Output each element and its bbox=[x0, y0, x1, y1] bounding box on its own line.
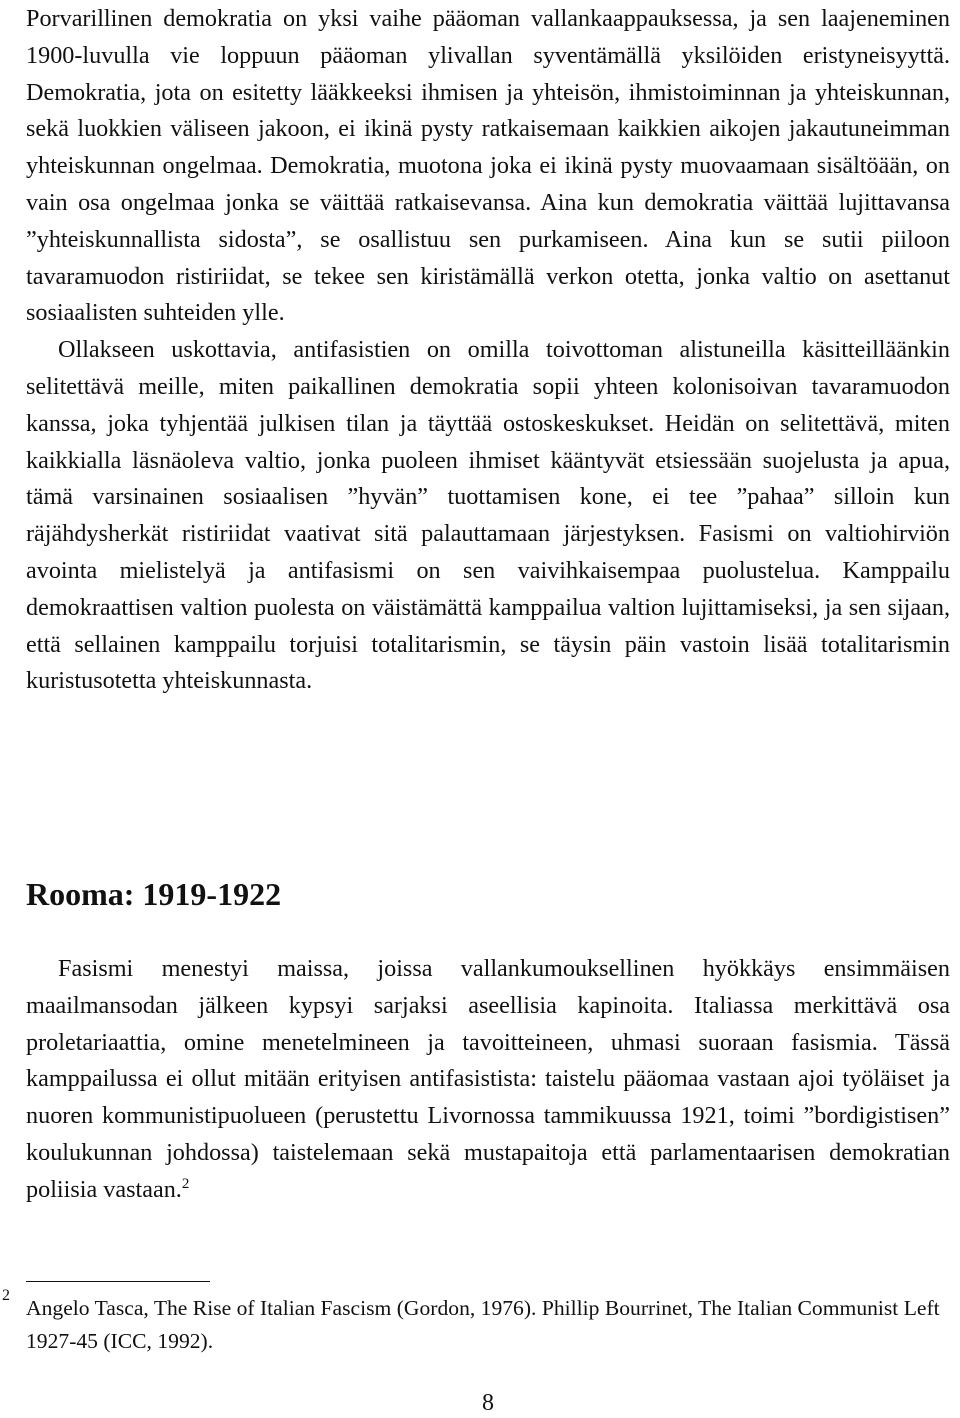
footnote-divider bbox=[26, 1281, 210, 1282]
document-page bbox=[2, 0, 950, 1418]
footnote-reference[interactable]: 2 bbox=[181, 1175, 190, 1192]
footnote-marker: 2 bbox=[2, 1287, 10, 1304]
section-heading: Rooma: 1919-1922 bbox=[26, 876, 282, 912]
paragraph-rome-text: Fasismi menestyi maissa, joissa vallankumouksellinen hyökkäys ensimmäisen maailmansodan jälkeen kypsyi sarjaksi aseellisia kapinoita. Italiassa merkittävä osa proletariaattia, omine menetelmineen ja tavoitteineen, uhmasi suoraan fasismia. Tässä kamppailussa ei ollut mitään erityisen antifasistista: taistelu pääomaa vastaan ajoi työläiset ja nuoren kommunistipuolueen (perustettu Livornossa tammikuussa 1921, toimi ”bordigistisen” koulukunnan johdossa) taistelemaan sekä mustapaitoja että parlamentaarisen demokratian poliisia vastaan. bbox=[26, 955, 950, 1203]
paragraph-democracy: Porvarillinen demokratia on yksi vaihe pääoman vallankaappauksessa, ja sen laajeneminen 1900-luvulla vie loppuun pääoman ylivallan syventämällä yksilöiden eristyneisyyttä. Demokratia, jota on esitetty lääkkeeksi ihmisen ja yhteisön, ihmistoiminnan ja yhteiskunnan, sekä luokkien väliseen jakoon, ei ikinä pysty ratkaisemaan kaikkien aikojen jakautuneimman yhteiskunnan ongelmaa. Demokratia, muotona joka ei ikinä pysty muovaamaan sisältöään, on vain osa ongelmaa jonka se väittää ratkaisevansa. Aina kun demokratia väittää lujittavansa ”yhteiskunnallista sidosta”, se osallistuu sen purkamiseen. Aina kun se sutii piiloon tavaramuodon ristiriidat, se tekee sen kiristämällä verkon otetta, jonka valtio on asettanut sosiaalisten suhteiden ylle. bbox=[26, 5, 950, 327]
footnote-text: Angelo Tasca, The Rise of Italian Fascism (Gordon, 1976). Phillip Bourrinet, The Italian Communist Left 1927-45 (ICC, 1992). bbox=[26, 1296, 940, 1353]
paragraph-rome bbox=[26, 951, 950, 1209]
paragraph-antifascists: Ollakseen uskottavia, antifasistien on omilla toivottoman alistuneilla käsitteilläänkin selitettävä meille, miten paikallinen demokratia sopii yhteen kolonisoivan tavaramuodon kanssa, joka tyhjentää julkisen tilan ja täyttää ostoskeskukset. Heidän on selitettävä, miten kaikkialla läsnäoleva valtio, jonka puoleen ihmiset kääntyvät etsiessään suojelusta ja apua, tämä varsinainen sosiaalisen ”hyvän” tuottamisen kone, ei tee ”pahaa” silloin kun räjähdysherkät ristiriidat vaativat sitä palauttamaan järjestyksen. Fasismi on valtiohirviön avointa mielistelyä ja antifasismi on sen vaivihkaisempaa puolustelua. Kamppailu demokraattisen valtion puolesta on väistämättä kamppailua valtion lujittamiseksi, ja sen sijaan, että sellainen kamppailu torjuisi totalitarismin, se täysin päin vastoin lisää totalitarismin kuristusotetta yhteiskunnasta. bbox=[26, 336, 950, 695]
page-number: 8 bbox=[482, 1390, 494, 1416]
paragraph-block-1 bbox=[26, 1, 950, 700]
